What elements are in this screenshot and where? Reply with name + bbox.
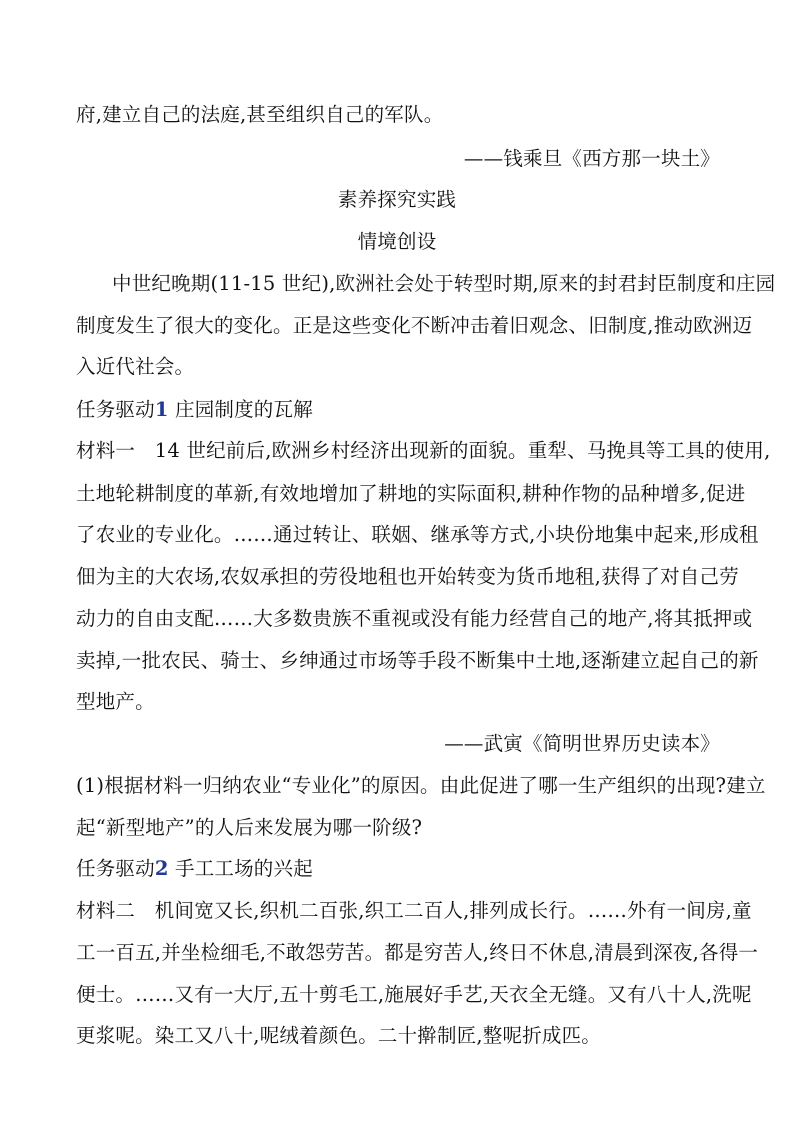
subsection-title: 情境创设 — [357, 230, 437, 253]
material-line: 了农业的专业化。……通过转让、联姻、继承等方式,小块份地集中起来,形成租 — [76, 523, 759, 546]
material-line: 动力的自由支配……大多数贵族不重视或没有能力经营自己的地产,将其抵押或 — [76, 607, 753, 630]
material-line: 工一百五,并坐检细毛,不敢怨劳苦。都是穷苦人,终日不休息,清晨到深夜,各得一 — [76, 941, 759, 964]
material-line: 更浆呢。染工又八十,呢绒着颜色。二十擀制匠,整呢折成匹。 — [76, 1024, 601, 1047]
intro-paragraph-line: 制度发生了很大的变化。正是这些变化不断冲击着旧观念、旧制度,推动欧洲迈 — [76, 314, 753, 337]
question-line: 起“新型地产”的人后来发展为哪一阶级? — [76, 816, 423, 839]
material-line: 卖掉,一批农民、骑士、乡绅通过市场等手段不断集中土地,逐渐建立起自己的新 — [76, 649, 759, 672]
task-title: 庄园制度的瓦解 — [175, 398, 313, 421]
task-prefix: 任务驱动 — [76, 398, 155, 421]
intro-paragraph-line: 入近代社会。 — [76, 355, 195, 378]
intro-paragraph-line: 中世纪晚期(11-15 世纪),欧洲社会处于转型时期,原来的封君封臣制度和庄园 — [112, 272, 776, 295]
task-heading-1 — [76, 396, 718, 424]
task-number: 1 — [154, 398, 169, 421]
material-line: 材料一 14 世纪前后,欧洲乡村经济出现新的面貌。重犁、马挽具等工具的使用, — [76, 439, 771, 462]
citation: ——钱乘旦《西方那一块土》 — [463, 147, 720, 170]
material-line: 佃为主的大农场,农奴承担的劳役地租也开始转变为货币地租,获得了对自己劳 — [76, 565, 739, 588]
question-line: (1)根据材料一归纳农业“专业化”的原因。由此促进了哪一生产组织的出现?建立 — [76, 774, 766, 797]
task-prefix: 任务驱动 — [76, 857, 155, 880]
task-title: 手工工场的兴起 — [175, 857, 313, 880]
material-line: 便士。……又有一大厅,五十剪毛工,施展好手艺,天衣全无缝。又有八十人,洗呢 — [76, 983, 752, 1006]
section-title: 素养探究实践 — [337, 188, 457, 211]
text-line: 府,建立自己的法庭,甚至组织自己的军队。 — [76, 103, 444, 126]
material-line: 材料二 机间宽又长,织机二百张,织工二百人,排列成长行。……外有一间房,童 — [76, 899, 752, 922]
task-heading-2 — [76, 855, 718, 883]
citation: ——武寅《简明世界历史读本》 — [444, 732, 720, 755]
task-number: 2 — [154, 857, 169, 880]
material-line: 型地产。 — [76, 690, 155, 713]
material-line: 土地轮耕制度的革新,有效地增加了耕地的实际面积,耕种作物的品种增多,促进 — [76, 482, 746, 505]
